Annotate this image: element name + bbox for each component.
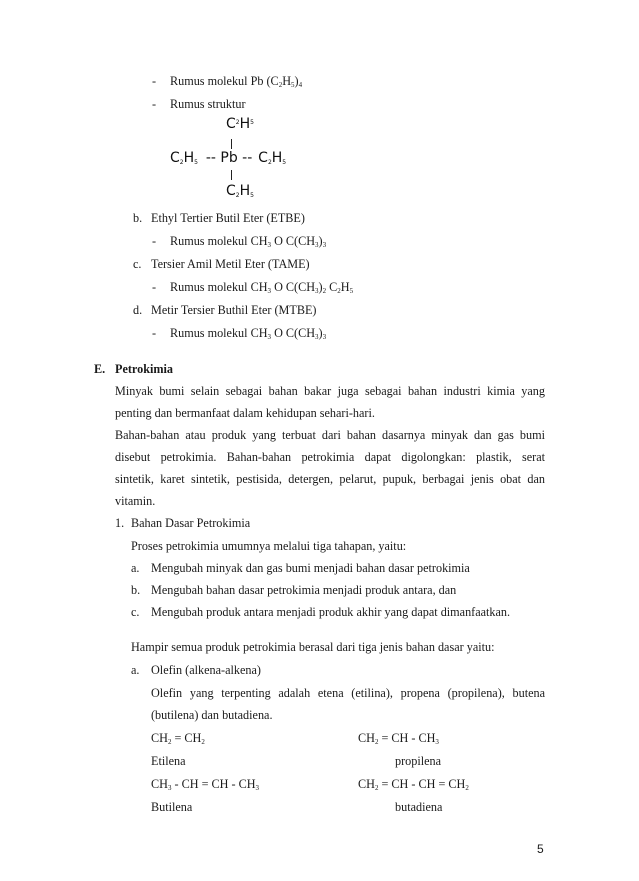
- name-ethylene: Etilena: [151, 754, 186, 768]
- item-d-formula: - Rumus molekul $CH_3$ O $C(CH_3)_3$: [152, 326, 327, 341]
- subsection-heading: 1. Bahan Dasar Petrokimia: [115, 516, 251, 530]
- paragraph-line: Bahan-bahan atau produk yang terbuat dari bahan dasarnya minyak dan gas bumi: [115, 428, 545, 442]
- paragraph-line: vitamin.: [115, 494, 156, 508]
- item-b: b. Ethyl Tertier Butil Eter (ETBE): [133, 211, 305, 225]
- olefin-title: Olefin (alkena-alkena): [151, 663, 261, 677]
- paragraph-line: Olefin yang terpenting adalah etena (etilina), propena (propilena), butena: [151, 686, 545, 700]
- bond-bottom: [231, 170, 232, 180]
- proses-line: Proses petrokimia umumnya melalui tiga tahapan, yaitu:: [131, 539, 407, 553]
- structure-middle-row: C2H5 -- Pb -- C2H5: [170, 150, 287, 166]
- item-b-formula: - Rumus molekul $CH_3$ O $C(CH_3)_3$: [152, 234, 327, 249]
- hampir-line: Hampir semua produk petrokimia berasal dari tiga jenis bahan dasar yaitu:: [131, 640, 495, 654]
- item-c-title: Tersier Amil Metil Eter (TAME): [151, 257, 310, 271]
- section-title: Petrokimia: [115, 362, 173, 376]
- list-item: b. Mengubah bahan dasar petrokimia menjadi produk antara, dan: [131, 583, 457, 597]
- bond-top: [231, 139, 232, 149]
- rumus-struktur-line: [152, 97, 246, 112]
- rumus-struktur-label: Rumus struktur: [170, 97, 246, 111]
- structure-top-group: $C^2H^5$: [226, 116, 254, 132]
- list-item: c. Mengubah produk antara menjadi produk akhir yang dapat dimanfaatkan.: [131, 605, 511, 619]
- list-item: a. Mengubah minyak dan gas bumi menjadi bahan dasar petrokimia: [131, 561, 470, 575]
- item-c-formula: - Rumus molekul $CH_3$ O $C(CH_3)_2$ $C_2H_5$: [152, 280, 354, 295]
- olefin-heading: a. Olefin (alkena-alkena): [131, 663, 261, 677]
- paragraph-line: sintetik, karet sintetik, pestisida, detergen, pelarut, pupuk, berbagai jenis obat dan: [115, 472, 545, 486]
- name-butadiene: butadiena: [395, 800, 443, 814]
- name-propylene: propilena: [395, 754, 442, 768]
- rumus-molekul-pb: [152, 74, 303, 89]
- item-c: c. Tersier Amil Metil Eter (TAME): [133, 257, 310, 271]
- dash: -: [152, 97, 157, 111]
- formula-propylene: $CH_2$ = CH - $CH_3$: [358, 731, 439, 746]
- rumus-molekul-pb-text: Rumus molekul Pb $(C_2H_5)_4$: [170, 74, 303, 89]
- item-d-title: Metir Tersier Buthil Eter (MTBE): [151, 303, 317, 317]
- paragraph-line: penting dan bermanfaat dalam kehidupan sehari-hari.: [115, 406, 375, 420]
- item-d: d. Metir Tersier Buthil Eter (MTBE): [133, 303, 317, 317]
- structure-bottom-group: C2H5: [226, 183, 254, 199]
- formula-butadiene: $CH_2$ = CH - CH = $CH_2$: [358, 777, 469, 792]
- formula-ethylene: $CH_2 = CH_2$: [151, 731, 205, 746]
- pb-center: -- Pb --: [205, 150, 253, 166]
- formula-butylene: $CH_3$ - CH = CH - $CH_3$: [151, 777, 260, 792]
- item-b-title: Ethyl Tertier Butil Eter (ETBE): [151, 211, 305, 225]
- page-number: 5: [537, 842, 544, 856]
- name-butylene: Butilena: [151, 800, 193, 814]
- paragraph-line: Minyak bumi selain sebagai bahan bakar juga sebagai bahan industri kimia yang: [115, 384, 545, 398]
- paragraph-line: (butilena) dan butadiena.: [151, 708, 273, 722]
- dash: -: [152, 74, 157, 88]
- paragraph-line: disebut petrokimia. Bahan-bahan petrokimia dapat digolongkan: plastik, serat: [115, 450, 545, 464]
- section-heading: E. Petrokimia: [94, 362, 173, 376]
- subsection-title: Bahan Dasar Petrokimia: [131, 516, 251, 530]
